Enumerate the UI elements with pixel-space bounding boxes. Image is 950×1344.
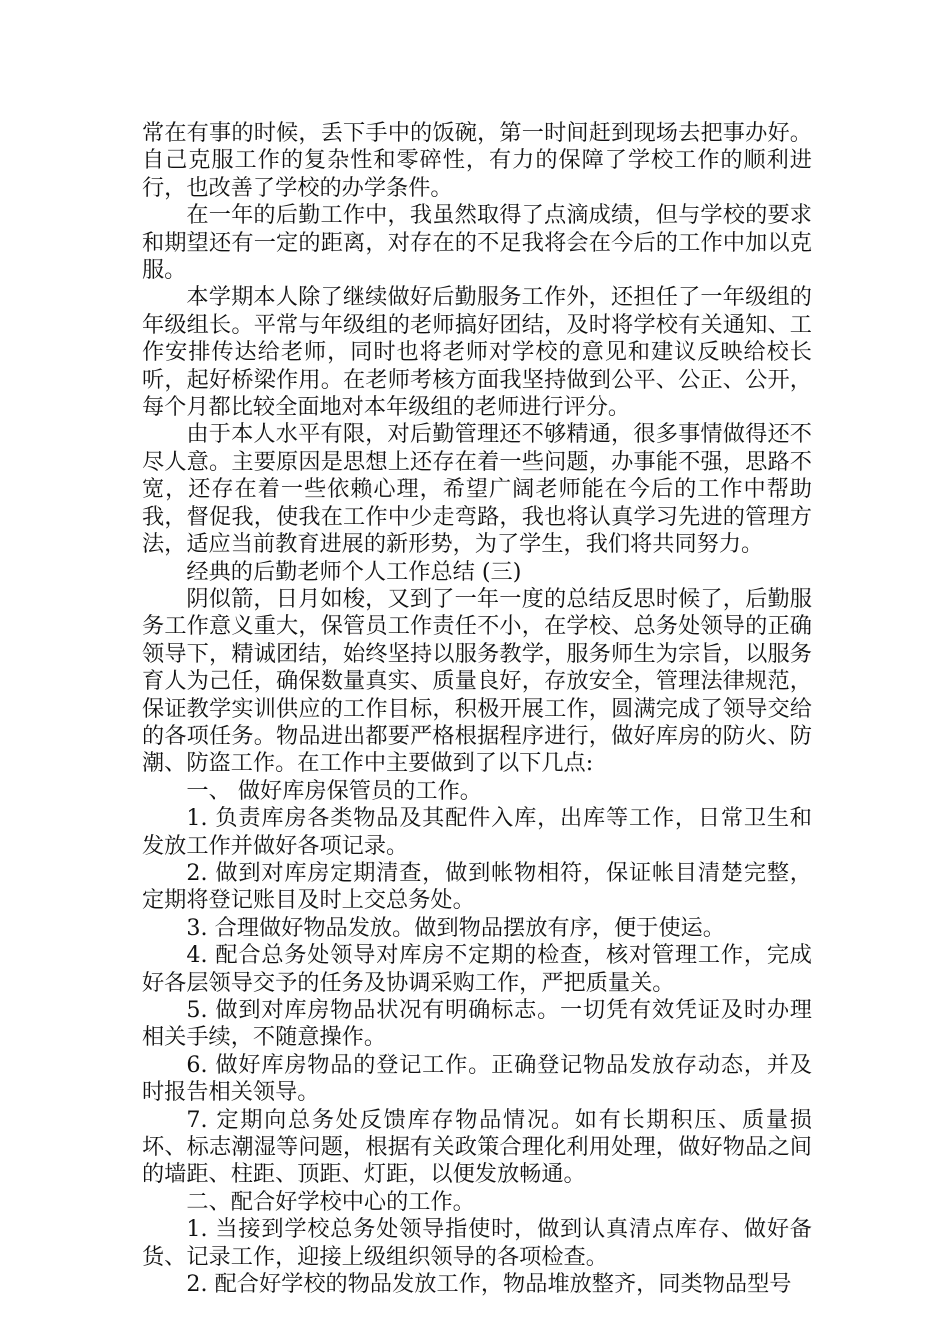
- list-item-2: 2. 做到对库房定期清查，做到帐物相符，保证帐目清楚完整，定期将登记账目及时上交总务处。: [142, 859, 812, 914]
- list-item-6: 6. 做好库房物品的登记工作。正确登记物品发放存动态，并及时报告相关领导。: [142, 1051, 812, 1106]
- paragraph-intro-part-three: 阴似箭，日月如梭，又到了一年一度的总结反思时候了，后勤服务工作意义重大，保管员工作责任不小，在学校、总务处领导的正确领导下，精诚团结，始终坚持以服务教学，服务师生为宗旨，以服务育人为己任，确保数量真实、质量良好，存放安全，管理法律规范，保证教学实训供应的工作目标，积极开展工作，圆满完成了领导交给的各项任务。物品进出都要严格根据程序进行，做好库房的防火、防潮、防盗工作。在工作中主要做到了以下几点:: [142, 585, 812, 777]
- document-page: [142, 120, 812, 1298]
- section-heading-one: 一、 做好库房保管员的工作。: [186, 777, 482, 804]
- paragraph-continuation: 常在有事的时候，丢下手中的饭碗，第一时间赶到现场去把事办好。自己克服工作的复杂性和零碎性，有力的保障了学校工作的顺利进行，也改善了学校的办学条件。: [142, 120, 812, 201]
- list-item-5: 5. 做到对库房物品状况有明确标志。一切凭有效凭证及时办理相关手续，不随意操作。: [142, 997, 812, 1051]
- paragraph-limitations: 由于本人水平有限，对后勤管理还不够精通，很多事情做得还不尽人意。主要原因是思想上还存在着一些问题，办事能不强，思路不宽，还存在着一些依赖心理，希望广阔老师能在今后的工作中帮助我，督促我，使我在工作中少走弯路，我也将认真学习先进的管理方法，适应当前教育进展的新形势，为了学生，我们将共同努力。: [142, 421, 812, 558]
- paragraph-shortcomings: 在一年的后勤工作中，我虽然取得了点滴成绩，但与学校的要求和期望还有一定的距离，对存在的不足我将会在今后的工作中加以克服。: [142, 202, 812, 284]
- list-item-1: 1. 负责库房各类物品及其配件入库，出库等工作，日常卫生和发放工作并做好各项记录。: [142, 805, 812, 859]
- list-item-2-2: 2. 配合好学校的物品发放工作，物品堆放整齐，同类物品型号: [186, 1271, 792, 1298]
- list-item-4: 4. 配合总务处领导对库房不定期的检查，核对管理工作，完成好各层领导交予的任务及协调采购工作，严把质量关。: [142, 942, 812, 996]
- paragraph-grade-leader: 本学期本人除了继续做好后勤服务工作外，还担任了一年级组的年级组长。平常与年级组的老师搞好团结，及时将学校有关通知、工作安排传达给老师，同时也将老师对学校的意见和建议反映给校长听，起好桥梁作用。在老师考核方面我坚持做到公平、公正、公开，每个月都比较全面地对本年级组的老师进行评分。: [142, 284, 812, 421]
- list-item-7: 7. 定期向总务处反馈库存物品情况。如有长期积压、质量损坏、标志潮湿等问题，根据有关政策合理化利用处理，做好物品之间的墙距、柱距、顶距、灯距，以便发放畅通。: [142, 1106, 812, 1188]
- section-title-part-three: 经典的后勤老师个人工作总结 (三): [186, 558, 522, 585]
- list-item-2-1: 1. 当接到学校总务处领导指使时，做到认真清点库存、做好备货、记录工作，迎接上级组织领导的各项检查。: [142, 1216, 812, 1270]
- section-heading-two: 二、配合好学校中心的工作。: [186, 1188, 475, 1215]
- list-item-3: 3. 合理做好物品发放。做到物品摆放有序，便于使运。: [186, 914, 725, 941]
